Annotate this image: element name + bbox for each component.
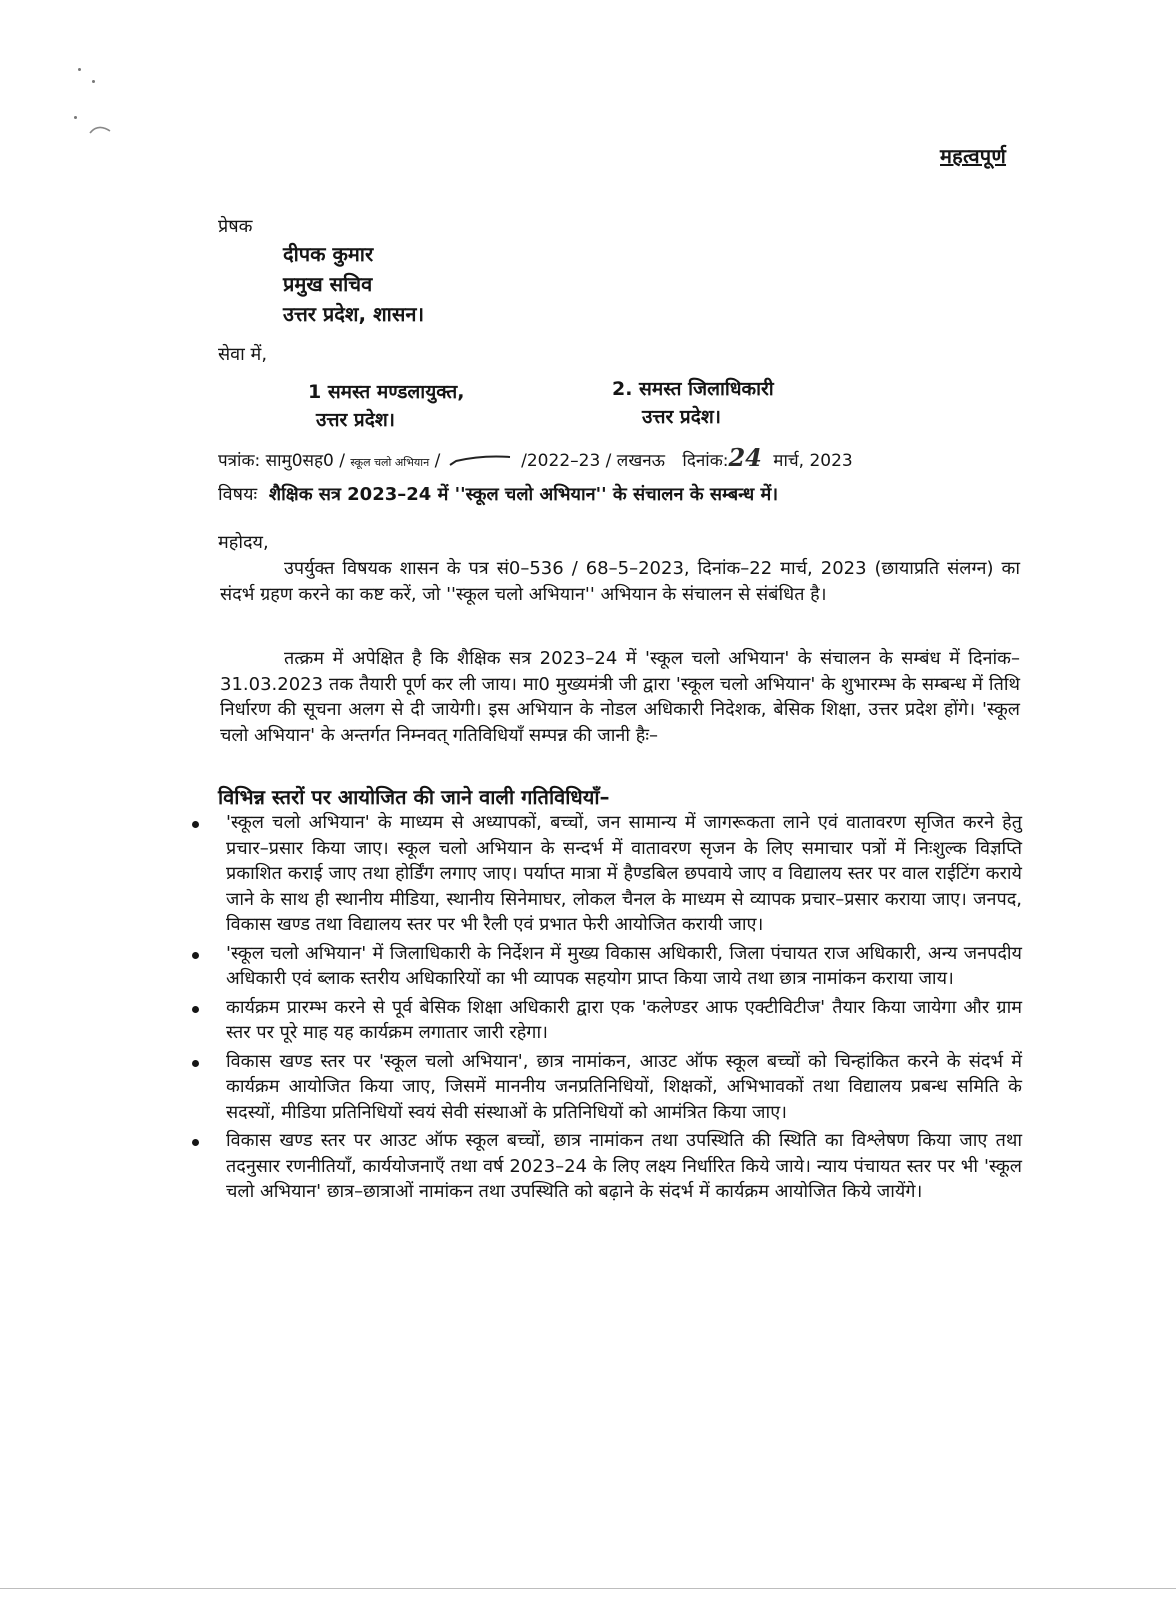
paragraph-reference: उपर्युक्त विषयक शासन के पत्र सं0–536 / 68–5–2023, दिनांक–22 मार्च, 2023 (छायाप्रति संलग्न) का संदर्भ ग्रहण करने का कष्ट करें, जो ''स्कूल चलो अभियान'' अभियान के संचालन से संबंधित है। xyxy=(220,558,1020,605)
sender-office: उत्तर प्रदेश, शासन। xyxy=(283,302,425,326)
sender-designation: प्रमुख सचिव xyxy=(283,272,373,296)
scan-speck xyxy=(78,68,81,71)
bullet-icon xyxy=(192,952,199,959)
bullet-icon xyxy=(192,821,199,828)
subject-text: शैक्षिक सत्र 2023–24 में ''स्कूल चलो अभियान'' के संचालन के सम्बन्ध में। xyxy=(268,484,779,505)
list-item: विकास खण्ड स्तर पर 'स्कूल चलो अभियान', छात्र नामांकन, आउट ऑफ स्कूल बच्चों को चिन्हांकित करने के संदर्भ में कार्यक्रम आयोजित किया जाए, जिसमें माननीय जनप्रतिनिधियों, शिक्षकों, अभिभावकों तथा विद्यालय प्रबन्ध समिति के सदस्यों, मीडिया प्रतिनिधियों स्वयं सेवी संस्थाओं के प्रतिनिधियों को आमंत्रित किया जाए। xyxy=(190,1049,1022,1126)
sender-label: प्रेषक xyxy=(218,216,253,237)
list-item: 'स्कूल चलो अभियान' के माध्यम से अध्यापकों, बच्चों, जन सामान्य में जागरूकता लाने एवं वातावरण सृजित करने हेतु प्रचार–प्रसार किया जाए। स्कूल चलो अभियान के सन्दर्भ में वातावरण सृजन के लिए समाचार पत्रों में निःशुल्क विज्ञप्ति प्रकाशित कराई जाए तथा होर्डिंग लगाए जाए। पर्याप्त मात्रा में हैण्डबिल छपवाये जाए व विद्यालय स्तर पर वाल राईटिंग कराये जाने के साथ ही स्थानीय मीडिया, स्थानीय सिनेमाघर, लोकल चैनल के माध्यम से व्यापक प्रचार–प्रसार कराया जाए। जनपद, विकास खण्ड तथा विद्यालय स्तर पर भी रैली एवं प्रभात फेरी आयोजित करायी जाए। xyxy=(190,810,1022,938)
importance-label: महत्वपूर्ण xyxy=(940,144,1007,168)
bullet-icon xyxy=(192,1060,199,1067)
salutation: महोदय, xyxy=(218,532,269,553)
recipient-2-line1: 2. समस्त जिलाधिकारी xyxy=(612,378,774,400)
bullet-icon xyxy=(192,1006,199,1013)
list-item: 'स्कूल चलो अभियान' में जिलाधिकारी के निर्देशन में मुख्य विकास अधिकारी, जिला पंचायत राज अधिकारी, अन्य जनपदीय अधिकारी एवं ब्लाक स्तरीय अधिकारियों का भी व्यापक सहयोग प्राप्त किया जाये तथा छात्र नामांकन कराया जाय। xyxy=(190,941,1022,992)
reference-line: पत्रांक: सामु0सह0 / स्कूल चलो अभियान / /2022–23 / लखनऊ दिनांक:24 मार्च, 2023 xyxy=(218,443,853,472)
subject-label: विषयः xyxy=(218,484,258,505)
recipient-1-line1: 1 समस्त मण्डलायुक्त, xyxy=(308,381,465,403)
subject-line xyxy=(218,482,778,506)
reference-month-year: मार्च, 2023 xyxy=(773,451,853,471)
reference-prefix: पत्रांक: सामु0सह0 / xyxy=(218,451,345,471)
handwritten-stroke xyxy=(446,453,516,469)
recipient-2-line2: उत्तर प्रदेश। xyxy=(642,406,721,428)
recipient-1-line2: उत्तर प्रदेश। xyxy=(316,409,395,431)
scan-speck xyxy=(74,116,77,119)
bullet-icon xyxy=(192,1139,199,1146)
list-item: विकास खण्ड स्तर पर आउट ऑफ स्कूल बच्चों, छात्र नामांकन तथा उपस्थिति की स्थिति का विश्लेषण किया जाए तथा तदनुसार रणनीतियाँ, कार्ययोजनाएँ तथा वर्ष 2023–24 के लिए लक्ष्य निर्धारित किये जाये। न्याय पंचायत स्तर पर भी 'स्कूल चलो अभियान' छात्र–छात्राओं नामांकन तथा उपस्थिति को बढ़ाने के संदर्भ में कार्यक्रम आयोजित किये जायेंगे। xyxy=(190,1128,1022,1205)
list-item: कार्यक्रम प्रारम्भ करने से पूर्व बेसिक शिक्षा अधिकारी द्वारा एक 'कलेण्डर आफ एक्टीविटीज' तैयार किया जायेगा और ग्राम स्तर पर पूरे माह यह कार्यक्रम लगातार जारी रहेगा। xyxy=(190,995,1022,1046)
reference-date-handwritten: 24 xyxy=(728,443,762,472)
activities-heading: विभिन्न स्तरों पर आयोजित की जाने वाली गतिविधियाँ– xyxy=(218,785,610,809)
scan-mark xyxy=(88,122,114,136)
reference-session: /2022–23 / लखनऊ xyxy=(521,451,666,471)
reference-campaign: स्कूल चलो अभियान xyxy=(350,456,430,469)
page-bottom-edge xyxy=(0,1588,1176,1589)
addressee-label: सेवा में, xyxy=(218,344,268,365)
sender-name: दीपक कुमार xyxy=(283,242,374,266)
activities-list xyxy=(190,810,1022,1208)
paragraph-instructions: तत्क्रम में अपेक्षित है कि शैक्षिक सत्र 2023–24 में 'स्कूल चलो अभियान' के संचालन के सम्बंध में दिनांक–31.03.2023 तक तैयारी पूर्ण कर ली जाय। मा0 मुख्यमंत्री जी द्वारा 'स्कूल चलो अभियान' के शुभारम्भ के सम्बन्ध में तिथि निर्धारण की सूचना अलग से दी जायेगी। इस अभियान के नोडल अधिकारी निदेशक, बेसिक शिक्षा, उत्तर प्रदेश होंगे। 'स्कूल चलो अभियान' के अन्तर्गत निम्नवत् गतिविधियाँ सम्पन्न की जानी हैः– xyxy=(220,648,1020,746)
reference-date-label: दिनांक: xyxy=(682,451,729,471)
scan-speck xyxy=(92,80,95,83)
